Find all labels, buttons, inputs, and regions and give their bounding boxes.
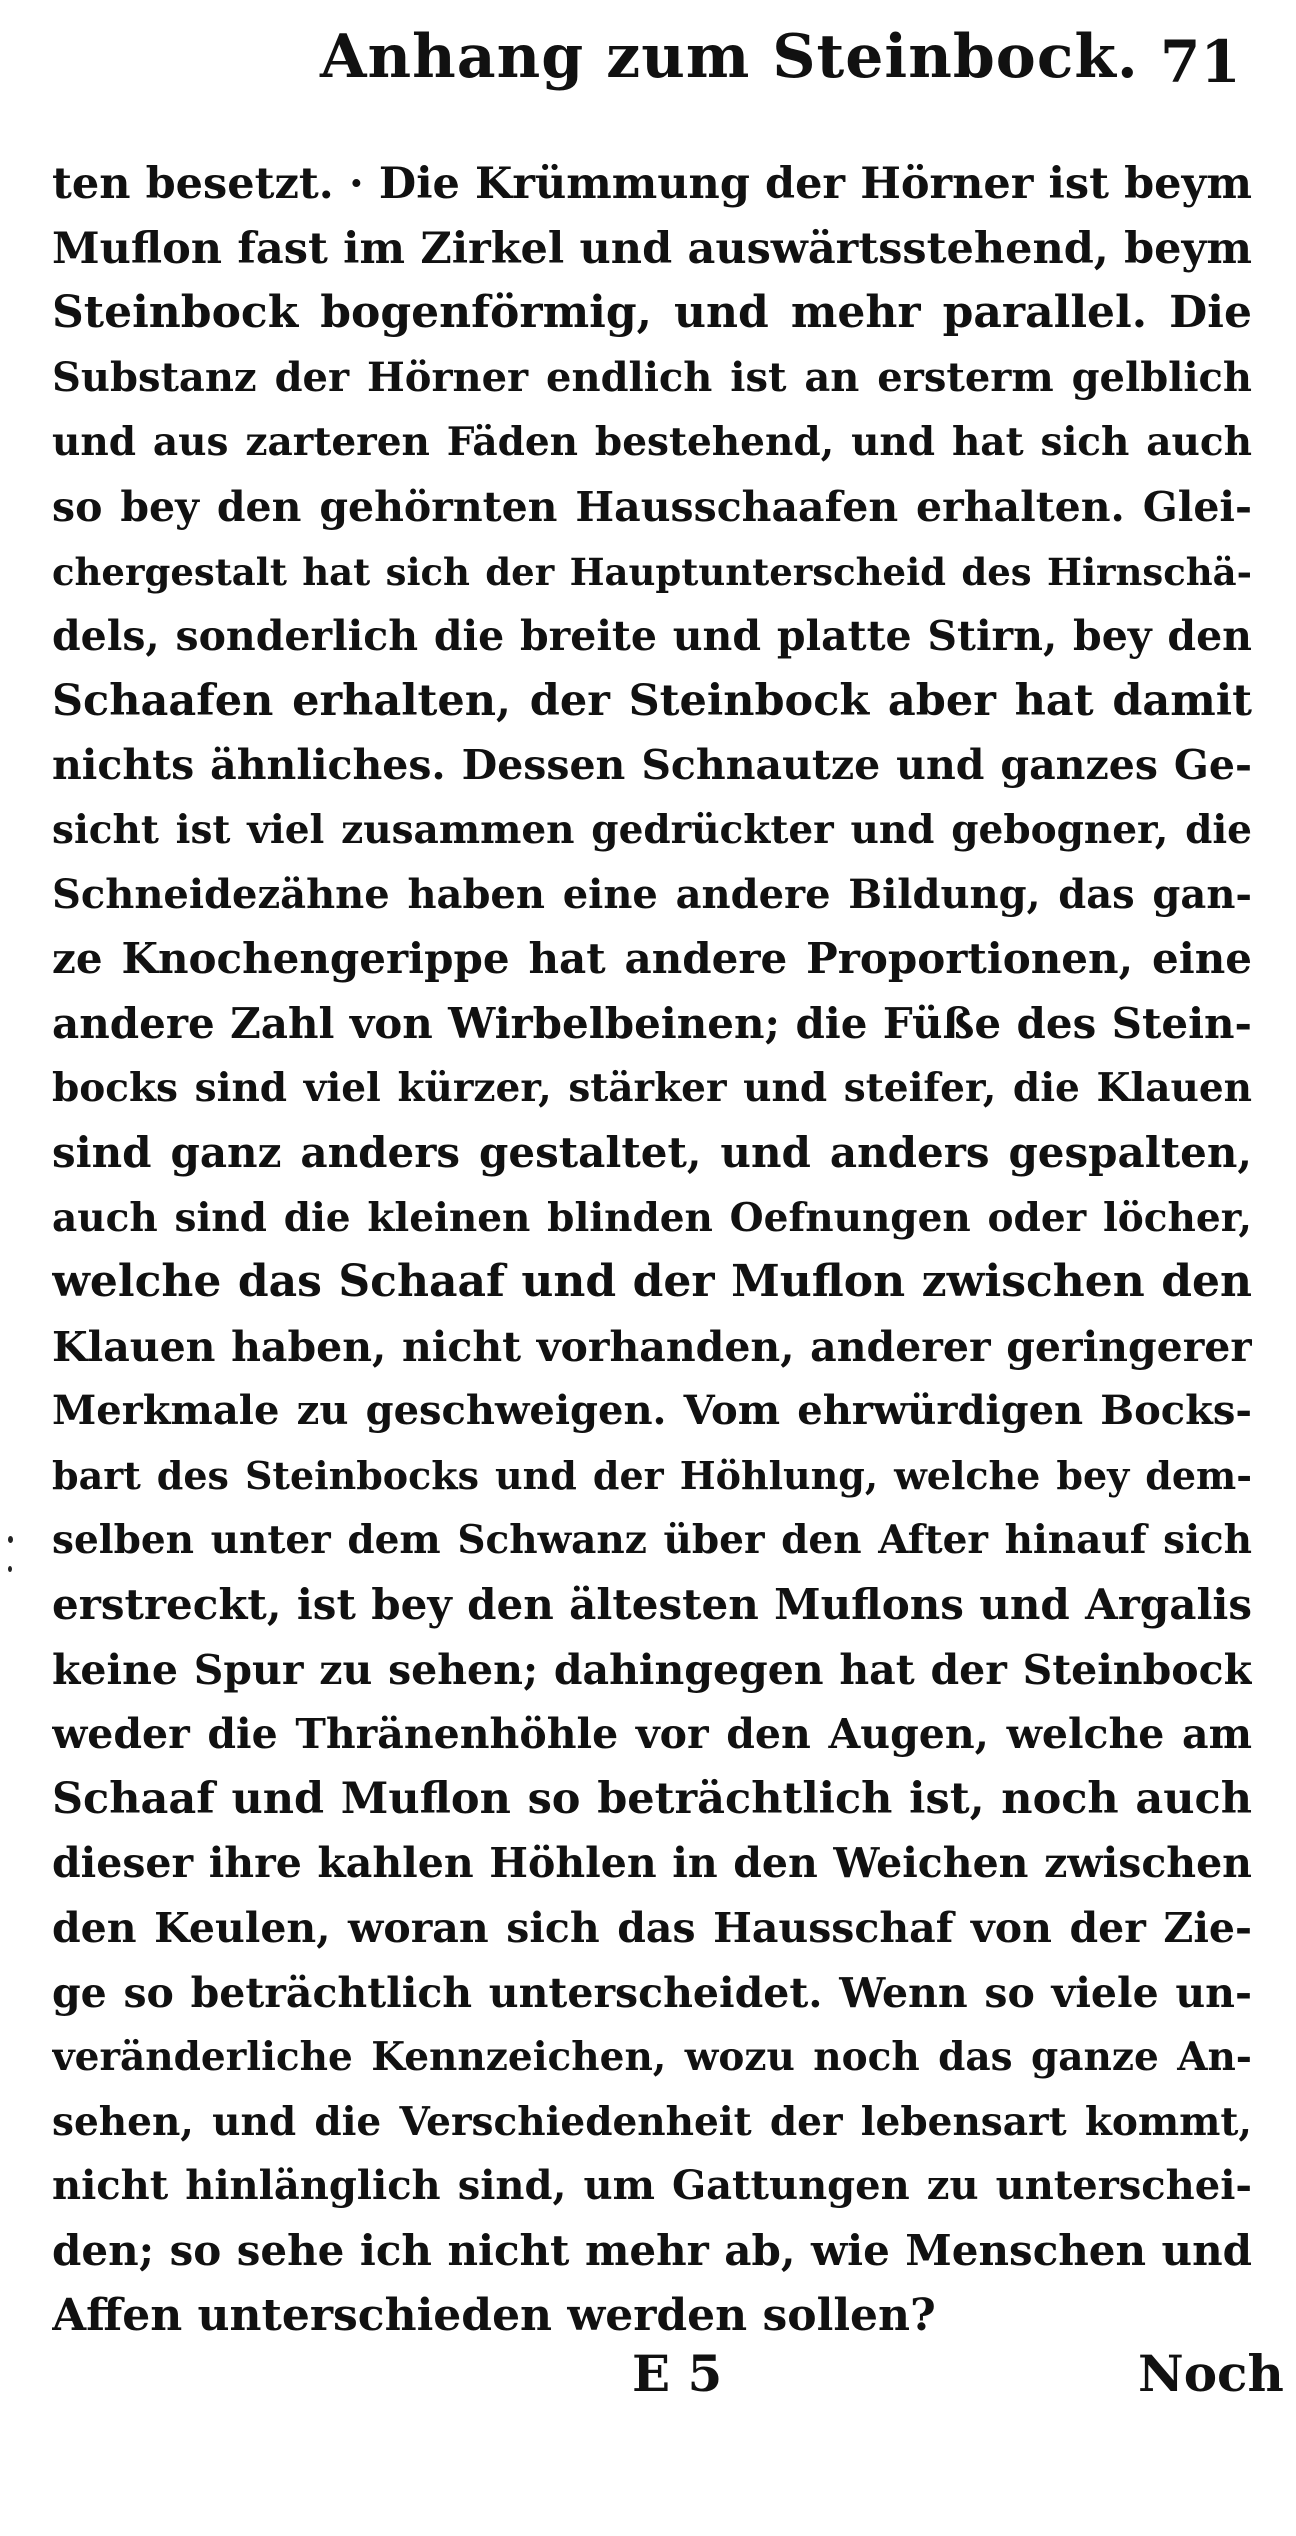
page-number: 71 xyxy=(1160,28,1241,96)
text-line: den Keulen, woran sich das Hausschaf von der Zie- xyxy=(52,1904,1252,1953)
text-line: Substanz der Hörner endlich ist an ersterm gelblich xyxy=(52,353,1252,401)
text-line: auch sind die kleinen blinden Oefnungen oder löcher, xyxy=(52,1194,1252,1241)
text-line: bocks sind viel kürzer, stärker und steifer, die Klauen xyxy=(52,1065,1252,1112)
text-line: Schaaf und Muflon so beträchtlich ist, noch auch xyxy=(52,1773,1252,1824)
text-line: den; so sehe ich nicht mehr ab, wie Menschen und xyxy=(52,2226,1252,2275)
text-line: Merkmale zu geschweigen. Vom ehrwürdigen Bocks- xyxy=(52,1387,1252,1435)
text-line: Steinbock bogenförmig, und mehr parallel. Die xyxy=(52,287,1252,339)
text-line: sicht ist viel zusammen gedrückter und gebogner, die xyxy=(52,806,1252,853)
text-line: ge so beträchtlich unterscheidet. Wenn so viele un- xyxy=(52,1968,1252,2017)
text-line: sind ganz anders gestaltet, und anders gespalten, xyxy=(52,1127,1252,1177)
signature-mark: E 5 xyxy=(632,2344,723,2403)
text-line: andere Zahl von Wirbelbeinen; die Füße des Stein- xyxy=(52,998,1252,1048)
text-line: keine Spur zu sehen; dahingegen hat der Steinbock xyxy=(52,1645,1252,1694)
ink-speck xyxy=(8,1566,12,1572)
catchword: Noch xyxy=(1138,2344,1284,2403)
text-line: nichts ähnliches. Dessen Schnautze und ganzes Ge- xyxy=(52,741,1252,790)
text-line: nicht hinlänglich sind, um Gattungen zu unterschei- xyxy=(52,2162,1252,2210)
text-line: Schaafen erhalten, der Steinbock aber hat damit xyxy=(52,675,1252,726)
text-line: ten besetzt. · Die Krümmung der Hörner ist beym xyxy=(52,159,1252,209)
text-line: Klauen haben, nicht vorhanden, anderer geringerer xyxy=(52,1322,1252,1371)
running-title: Anhang zum Steinbock. xyxy=(320,22,1139,92)
text-line: weder die Thränenhöhle vor den Augen, welche am xyxy=(52,1710,1252,1759)
body-text xyxy=(52,152,1252,2348)
text-line: Schneidezähne haben eine andere Bildung, das gan- xyxy=(52,870,1252,918)
text-line: selben unter dem Schwanz über den After hinauf sich xyxy=(52,1517,1252,1564)
text-line: Muflon fast im Zirkel und auswärtsstehend, beym xyxy=(52,223,1252,274)
ink-speck xyxy=(8,1536,13,1543)
text-line: dieser ihre kahlen Höhlen in den Weichen zwischen xyxy=(52,1839,1252,1888)
text-line: chergestalt hat sich der Hauptunterscheid des Hirnschä- xyxy=(52,549,1252,594)
text-line: so bey den gehörnten Hausschaafen erhalten. Glei- xyxy=(52,482,1252,531)
text-line: erstreckt, ist bey den ältesten Muflons und Argalis xyxy=(52,1580,1252,1630)
text-line: dels, sonderlich die breite und platte Stirn, bey den xyxy=(52,612,1252,661)
text-line: welche das Schaaf und der Muflon zwischen den xyxy=(52,1256,1252,1308)
text-line: und aus zarteren Fäden bestehend, und hat sich auch xyxy=(52,419,1252,466)
text-line: Affen unterschieden werden sollen? xyxy=(52,2289,936,2341)
text-line: sehen, und die Verschiedenheit der lebensart kommt, xyxy=(52,2098,1252,2145)
text-line: bart des Steinbocks und der Höhlung, welche bey dem- xyxy=(52,1452,1252,1498)
text-line: veränderliche Kennzeichen, wozu noch das ganze An- xyxy=(52,2034,1252,2081)
text-line: ze Knochengerippe hat andere Proportionen, eine xyxy=(52,934,1252,984)
